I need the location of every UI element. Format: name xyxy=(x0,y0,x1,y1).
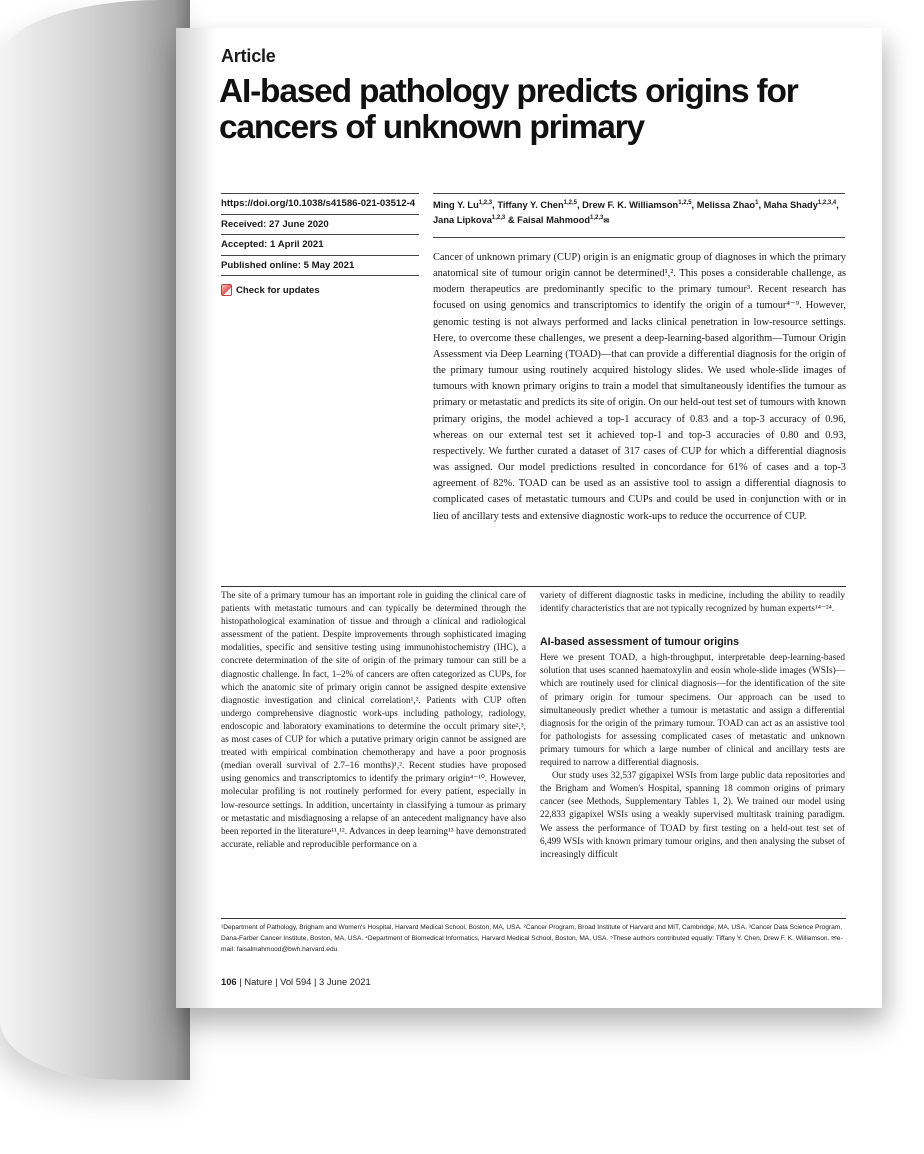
body-column-right xyxy=(540,590,845,862)
check-for-updates-button[interactable] xyxy=(221,279,419,301)
author[interactable]: Maha Shady$^{1,2,3,4}$ xyxy=(763,199,837,210)
issue-date: 3 June 2021 xyxy=(319,976,371,987)
author[interactable]: Drew F. K. Williamson$^{1,2,5}$ xyxy=(582,199,692,210)
body-paragraph: Our study uses 32,537 gigapixel WSIs from large public data repositories and the Brigham and Women's Hospital, spanning 18 common origins of primary cancer (see Methods, Supplementary Tables 1, 2). We trained our model using 22,833 gigapixel WSIs using a weakly supervised multitask training paradigm. We assess the performance of TOAD by first testing on a held-out test set of 6,499 WSIs with known primary tumour origins, and then analysing the subset of increasingly difficult xyxy=(540,771,845,860)
author-list: Ming Y. Lu$^{1,2,3}$, Tiffany Y. Chen$^{1,2,5}$, Drew F. K. Williamson$^{1,2,5}$, Melissa Zhao$^1$, Maha Shady$^{1,2,3,4}$, Jana Lipkova$^{1,2,3}$ & Faisal Mahmood$^{1,2,3}$✉ xyxy=(433,193,845,238)
author[interactable]: Tiffany Y. Chen$^{1,2,5}$ xyxy=(497,199,577,210)
received-date: Received: 27 June 2020 xyxy=(221,214,419,235)
article-metadata xyxy=(221,193,419,301)
author[interactable]: Faisal Mahmood$^{1,2,3}$ xyxy=(517,214,604,225)
accepted-date: Accepted: 1 April 2021 xyxy=(221,234,419,255)
body-paragraph: The site of a primary tumour has an important role in guiding the clinical care of patients with metastatic tumours and can typically be determined through the histopathological examination of tissue and through a clinical and radiological assessment of the patient. Despite improvements through sophisticated imaging modalities, specific and sensitive testing using immunohistochemistry (IHC), a concrete determination of the site of origin of the primary tumour can still be a diagnostic challenge. In fact, 1–2% of cancers are often categorized as CUPs, for which the anatomic site of primary origin cannot be assigned despite extensive diagnostic investigation and clinical correlation¹,². Patients with CUP often undergo comprehensive diagnostic work-ups including pathology, radiology, endoscopic and laboratory examinations to determine the occult primary site²,³, as most cases of CUP for which a putative primary origin cannot be assigned are treated with empirical combination chemotherapy and have a poor prognosis (median overall survival of 2.7–16 months)¹,². Recent studies have proposed using genomics and transcriptomics to identify the primary origin⁴⁻¹⁰. However, molecular profiling is not routinely performed for every patient, especially in low-resource settings. In addition, uncertainty in classifying a tumour as primary or metastatic and misdiagnosing a relapse of an antecedent malignancy have also been reported in the literature¹¹,¹². Advances in deep learning¹³ have demonstrated accurate, reliable and reproducible performance on a xyxy=(221,591,526,850)
page-fold-shadow xyxy=(176,28,216,1008)
magazine-page-curl xyxy=(0,0,190,1080)
email-icon[interactable]: ✉ xyxy=(603,218,610,225)
body-paragraph: variety of different diagnostic tasks in medicine, including the ability to readily identify characteristics that are not typically recognized by human experts¹⁴⁻²⁴. xyxy=(540,591,845,615)
article-title: AI-based pathology predicts origins for cancers of unknown primary xyxy=(219,73,798,146)
doi-link[interactable]: https://doi.org/10.1038/s41586-021-03512-4 xyxy=(221,193,419,214)
section-heading: AI-based assessment of tumour origins xyxy=(540,636,739,649)
page-number: 106 xyxy=(221,976,237,987)
author[interactable]: Jana Lipkova$^{1,2,3}$ xyxy=(433,214,506,225)
page-footer: 106 | Nature | Vol 594 | 3 June 2021 xyxy=(221,976,371,987)
footnote-divider xyxy=(221,918,846,919)
published-date: Published online: 5 May 2021 xyxy=(221,255,419,277)
author[interactable]: Ming Y. Lu$^{1,2,3}$ xyxy=(433,199,493,210)
author[interactable]: Melissa Zhao$^1$ xyxy=(696,199,759,210)
article-type-label: Article xyxy=(221,46,276,66)
affiliation-footnote: ¹Department of Pathology, Brigham and Women's Hospital, Harvard Medical School, Boston, MA, USA. ²Cancer Program, Broad Institute of Harvard and MIT, Cambridge, MA, USA. ³Cancer Data Science Program, Dana-Farber Cancer Institute, Boston, MA, USA. ⁴Department of Biomedical Informatics, Harvard Medical School, Boston, MA, USA. ⁵These authors contributed equally: Tiffany Y. Chen, Drew F. K. Williamson. ✉e-mail: faisalmahmood@bwh.harvard.edu xyxy=(221,924,843,953)
body-column-left xyxy=(221,590,526,852)
volume: Vol 594 xyxy=(280,976,312,987)
journal-name: Nature xyxy=(244,976,273,987)
check-for-updates-label: Check for updates xyxy=(236,284,320,296)
abstract-text: Cancer of unknown primary (CUP) origin is an enigmatic group of diagnoses in which the primary anatomical site of tumour origin cannot be determined¹,². This poses a considerable challenge, as modern therapeutics are predominantly specific to the primary tumour³. Recent research has focused on using genomics and transcriptomics to identify the origin of a tumour⁴⁻⁹. However, genomic testing is not always performed and lacks clinical penetration in low-resource settings. Here, to overcome these challenges, we present a deep-learning-based algorithm—Tumour Origin Assessment via Deep Learning (TOAD)—that can provide a differential diagnosis for the origin of the primary tumour using routinely acquired histology slides. We used whole-slide images of tumours with known primary origins to train a model that simultaneously identifies the tumour as primary or metastatic and predicts its site of origin. On our held-out test set of tumours with known primary origins, the model achieved a top-1 accuracy of 0.83 and a top-3 accuracy of 0.96, whereas on our external test set it achieved top-1 and top-3 accuracies of 0.80 and 0.93, respectively. We further curated a dataset of 317 cases of CUP for which a differential diagnosis was assigned. Our model predictions resulted in concordance for 61% of cases and a top-3 agreement of 82%. TOAD can be used as an assistive tool to assign a differential diagnosis to complicated cases of metastatic tumours and CUPs and could be used in conjunction with or in lieu of ancillary tests and extensive diagnostic work-ups to reduce the occurrence of CUP. xyxy=(433,252,846,522)
crossmark-icon xyxy=(221,284,232,296)
section-divider xyxy=(221,586,846,587)
body-paragraph: Here we present TOAD, a high-throughput, interpretable deep-learning-based solution that uses scanned haematoxylin and eosin whole-slide images (WSIs)—which are routinely used for clinical diagnosis—for the identification of the site of primary origin for tumour specimens. Our approach can be used to simultaneously predict whether a tumour is metastatic and assign a differential diagnosis for the origin of the primary tumour. TOAD can act as an assistive tool for pathologists for assessing complicated cases of metastatic and unknown primary tumours for which a large number of clinical and ancillary tests are required to narrow a differential diagnosis. xyxy=(540,653,845,769)
